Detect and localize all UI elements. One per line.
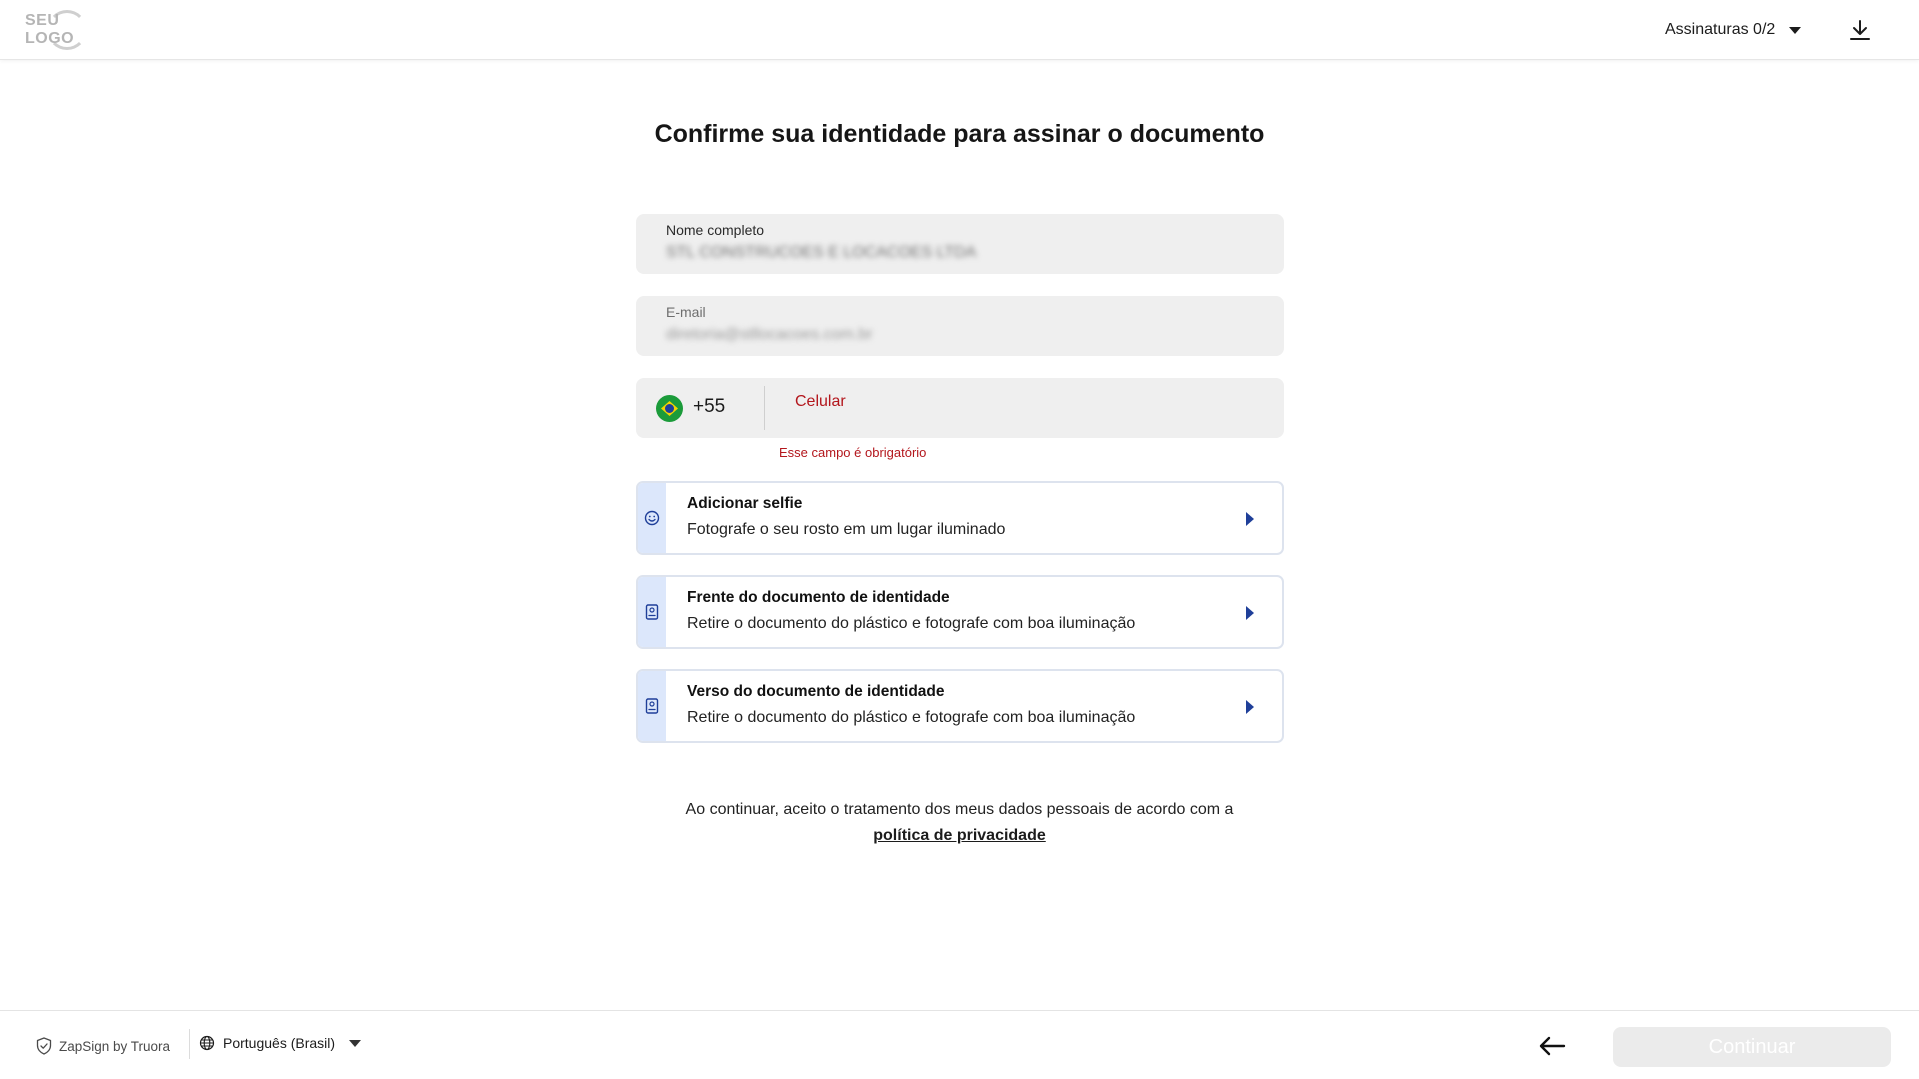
phone-field [636,378,1284,438]
download-button[interactable] [1846,16,1874,44]
consent-text: Ao continuar, aceito o tratamento dos meus dados pessoais de acordo com a [685,801,1234,818]
language-label: Português (Brasil) [223,1035,336,1051]
id-back-card[interactable] [636,669,1284,743]
chevron-down-icon [349,1040,361,1047]
dial-code[interactable]: +55 [693,396,726,417]
full-name-value: STL CONSTRUCOES E LOCACOES LTDA [666,244,977,261]
download-icon [1849,19,1871,41]
footer-divider [189,1029,190,1059]
card-title: Adicionar selfie [687,495,803,512]
card-subtitle: Retire o documento do plástico e fotografe com boa iluminação [687,615,1136,632]
arrow-left-icon [1538,1036,1566,1056]
flag-circle [665,404,674,413]
brand [36,1037,170,1055]
id-front-card[interactable] [636,575,1284,649]
logo-text: SEU LOGO [25,12,75,47]
page-title: Confirme sua identidade para assinar o documento [654,120,1265,148]
chevron-right-icon [1246,512,1254,526]
card-subtitle: Fotografe o seu rosto em um lugar iluminado [687,521,1006,538]
language-selector[interactable] [199,1035,361,1051]
signatures-dropdown[interactable] [1665,16,1801,44]
full-name-label: Nome completo [666,222,765,238]
chevron-down-icon [1789,27,1801,34]
signatures-label: Assinaturas 0/2 [1665,21,1776,38]
id-card-icon [645,604,659,620]
card-icon-strip [638,483,666,553]
top-bar [0,0,1919,60]
footer [0,1010,1919,1079]
add-selfie-card[interactable] [636,481,1284,555]
back-button[interactable] [1537,1033,1567,1059]
smile-icon [644,510,660,526]
shield-check-icon [36,1037,52,1055]
phone-divider [764,386,765,430]
card-title: Verso do documento de identidade [687,683,945,700]
globe-icon [199,1035,215,1051]
privacy-policy-link[interactable]: política de privacidade [873,827,1046,844]
card-subtitle: Retire o documento do plástico e fotografe com boa iluminação [687,709,1136,726]
card-icon-strip [638,671,666,741]
chevron-right-icon [1246,606,1254,620]
logo [25,10,111,50]
card-title: Frente do documento de identidade [687,589,950,606]
card-icon-strip [638,577,666,647]
email-label: E-mail [666,304,706,320]
phone-input[interactable]: Celular [795,393,846,410]
chevron-right-icon [1246,700,1254,714]
id-card-icon [645,698,659,714]
brand-label: ZapSign by Truora [59,1038,171,1054]
full-name-field[interactable] [636,214,1284,274]
brazil-flag-icon[interactable] [656,395,683,422]
phone-error-message: Esse campo é obrigatório [779,445,927,460]
email-field[interactable] [636,296,1284,356]
consent-notice [0,797,1919,849]
email-value: diretoria@stllocacoes.com.br [666,326,873,343]
continue-button[interactable]: Continuar [1613,1027,1891,1067]
